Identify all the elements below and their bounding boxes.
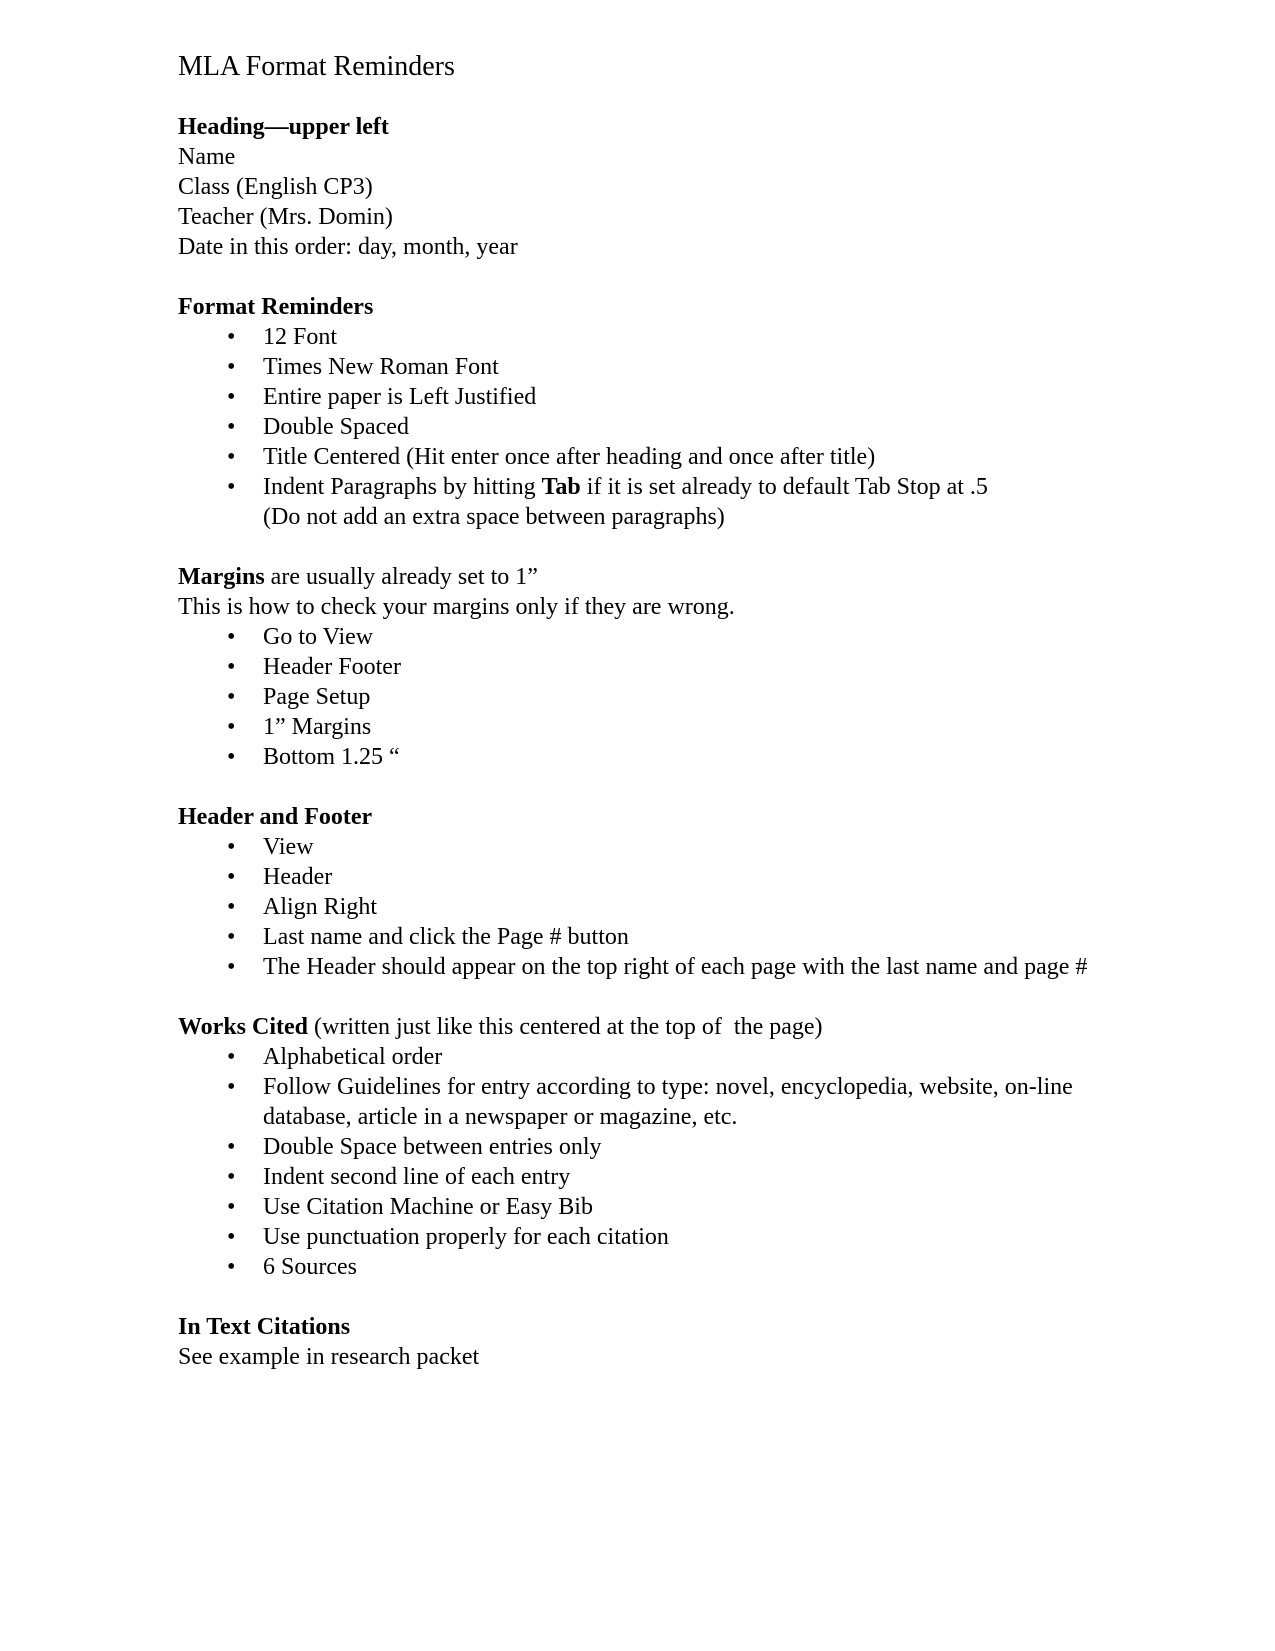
bullet-item: • Last name and click the Page # button [178,922,1163,952]
section-works-cited [178,1012,1275,1282]
bullet-item: • View [178,832,1163,862]
bullet-item: • Title Centered (Hit enter once after heading and once after title) [178,442,1163,472]
heading-line-teacher: Teacher (Mrs. Domin) [178,204,393,230]
section-in-text-citations [178,1312,1275,1372]
section-in-text-citations-title: In Text Citations [178,1314,351,1340]
bullet-item: • 6 Sources [178,1252,1163,1282]
bullet-item: • Page Setup [178,682,1163,712]
bullet-item: • 1” Margins [178,712,1163,742]
bullet-item: • Bottom 1.25 “ [178,742,1163,772]
section-heading [178,112,1275,262]
bullet-item: • Header [178,862,1163,892]
bullet-item-indent-paragraphs [178,472,1163,532]
works-cited-lead-rest: (written just like this centered at the top of the page) [308,1014,823,1040]
section-header-footer [178,802,1275,982]
section-header-footer-title: Header and Footer [178,804,373,830]
heading-line-date: Date in this order: day, month, year [178,234,518,260]
bullet-item: • Use punctuation properly for each citation [178,1222,1163,1252]
bullet-item: • Alphabetical order [178,1042,1163,1072]
bullet-item: • Indent second line of each entry [178,1162,1163,1192]
bullet-item: • Entire paper is Left Justified [178,382,1163,412]
bullet-item: • Double Spaced [178,412,1163,442]
in-text-citations-line: See example in research packet [178,1344,480,1370]
works-cited-list [178,1042,1163,1282]
bullet-item: • Use Citation Machine or Easy Bib [178,1192,1163,1222]
heading-line-name: Name [178,144,236,170]
section-margins [178,562,1275,772]
bullet-item: • Header Footer [178,652,1163,682]
header-footer-list [178,832,1163,982]
margins-lead-rest: are usually already set to 1” [264,564,538,590]
bullet-item: • Go to View [178,622,1163,652]
section-format-reminders [178,292,1275,532]
margins-lead-bold: Margins [178,564,265,590]
bullet-item: • Align Right [178,892,1163,922]
works-cited-lead-bold: Works Cited [178,1014,309,1040]
indent-bullet-second-line: (Do not add an extra space between paragraphs) [263,504,725,530]
indent-bullet-tab-word: Tab [541,474,581,500]
bullet-item: • Times New Roman Font [178,352,1163,382]
bullet-item: • Follow Guidelines for entry according to type: novel, encyclopedia, website, on-line database, article in a newspaper or magazine, etc. [178,1072,1163,1132]
margins-list [178,622,1163,772]
indent-bullet-pre: Indent Paragraphs by hitting [263,474,542,500]
bullet-item: • 12 Font [178,322,1163,352]
indent-bullet-post: if it is set already to default Tab Stop at .5 [580,474,988,500]
heading-line-class: Class (English CP3) [178,174,373,200]
format-reminders-list [178,322,1163,532]
section-format-reminders-title: Format Reminders [178,294,374,320]
works-cited-lead-line [178,1012,1140,1042]
document-title: MLA Format Reminders [178,51,455,82]
section-heading-title: Heading—upper left [178,114,389,140]
margins-lead-line [178,562,1140,592]
bullet-item: • The Header should appear on the top right of each page with the last name and page # [178,952,1163,982]
bullet-item: • Double Space between entries only [178,1132,1163,1162]
margins-check-line: This is how to check your margins only if they are wrong. [178,594,735,620]
